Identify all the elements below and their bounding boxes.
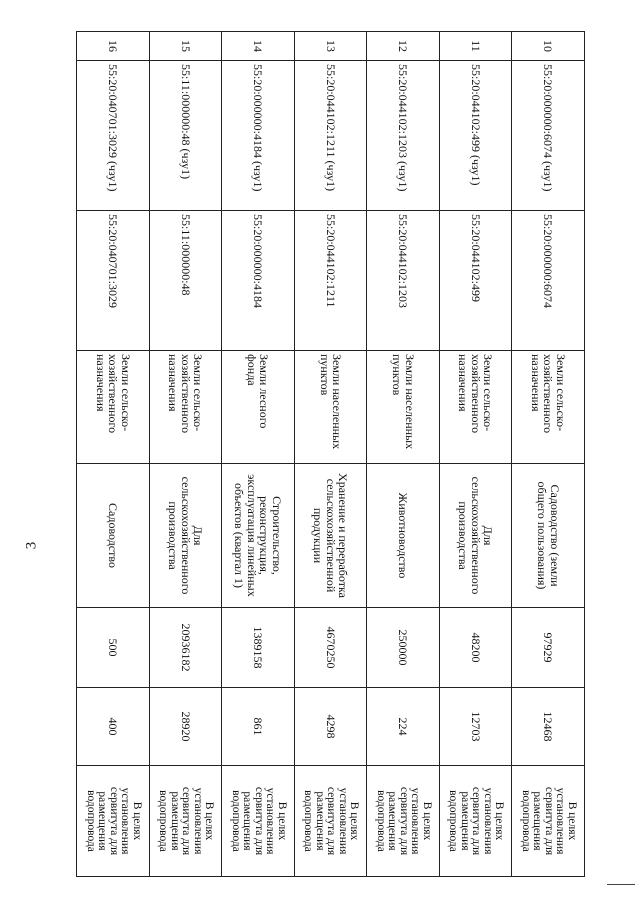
table-row bbox=[367, 32, 440, 877]
cadastral-number-cell: 55:20:000000:4184 bbox=[222, 211, 295, 351]
land-category-cell: Земли сельско-хозяйственного назначения bbox=[149, 351, 222, 464]
purpose-cell: В целях установления сервитута для размещения водопровода bbox=[439, 766, 512, 877]
part-area-cell: 861 bbox=[222, 688, 295, 766]
land-category-cell: Земли сельско-хозяйственного назначения bbox=[512, 351, 585, 464]
plot-area-cell: 97929 bbox=[512, 608, 585, 688]
row-number-cell: 13 bbox=[294, 32, 367, 61]
cadastral-number-cell: 55:20:044102:1203 bbox=[367, 211, 440, 351]
cadastral-number-cell: 55:20:044102:1211 bbox=[294, 211, 367, 351]
plot-area-cell: 250000 bbox=[367, 608, 440, 688]
part-area-cell: 224 bbox=[367, 688, 440, 766]
permitted-use-cell: Животноводство bbox=[367, 464, 440, 608]
land-category-cell: Земли сельско-хозяйственного назначения bbox=[77, 351, 150, 464]
part-area-cell: 400 bbox=[77, 688, 150, 766]
plot-area-cell: 20936182 bbox=[149, 608, 222, 688]
table-row bbox=[439, 32, 512, 877]
permitted-use-cell: Строительство, реконструкция, эксплуатация линейных объектов (квартал 1) bbox=[222, 464, 295, 608]
part-area-cell: 28920 bbox=[149, 688, 222, 766]
land-category-cell: Земли населенных пунктов bbox=[294, 351, 367, 464]
purpose-cell: В целях установления сервитута для размещения водопровода bbox=[294, 766, 367, 877]
purpose-cell: В целях установления сервитута для размещения водопровода bbox=[77, 766, 150, 877]
part-area-cell: 4298 bbox=[294, 688, 367, 766]
row-number-cell: 14 bbox=[222, 32, 295, 61]
permitted-use-cell: Хранение и переработка сельскохозяйственной продукции bbox=[294, 464, 367, 608]
purpose-cell: В целях установления сервитута для размещения водопровода bbox=[149, 766, 222, 877]
row-number-cell: 11 bbox=[439, 32, 512, 61]
permitted-use-cell: Для сельскохозяйственного производства bbox=[149, 464, 222, 608]
table-row bbox=[294, 32, 367, 877]
permitted-use-cell: Для сельскохозяйственного производства bbox=[439, 464, 512, 608]
cadastral-number-cell: 55:20:044102:499 bbox=[439, 211, 512, 351]
plot-area-cell: 4670250 bbox=[294, 608, 367, 688]
table-row bbox=[149, 32, 222, 877]
purpose-cell: В целях установления сервитута для размещения водопровода bbox=[222, 766, 295, 877]
zone-designation-cell: 55:20:000000:6074 (чзу1) bbox=[512, 61, 585, 211]
table-body bbox=[77, 32, 585, 877]
zone-designation-cell: 55:20:044102:499 (чзу1) bbox=[439, 61, 512, 211]
cadastral-number-cell: 55:20:040701:3029 bbox=[77, 211, 150, 351]
zone-designation-cell: 55:20:000000:4184 (чзу1) bbox=[222, 61, 295, 211]
permitted-use-cell: Садоводство bbox=[77, 464, 150, 608]
row-number-cell: 12 bbox=[367, 32, 440, 61]
footer-line bbox=[607, 884, 635, 885]
table-row bbox=[222, 32, 295, 877]
plot-area-cell: 48200 bbox=[439, 608, 512, 688]
rotated-table-container bbox=[77, 31, 585, 876]
land-category-cell: Земли лесного фонда bbox=[222, 351, 295, 464]
page-number: 3 bbox=[23, 541, 40, 550]
row-number-cell: 15 bbox=[149, 32, 222, 61]
zone-designation-cell: 55:20:044102:1211 (чзу1) bbox=[294, 61, 367, 211]
land-plots-table bbox=[76, 31, 585, 877]
table-row bbox=[77, 32, 150, 877]
purpose-cell: В целях установления сервитута для размещения водопровода bbox=[367, 766, 440, 877]
part-area-cell: 12703 bbox=[439, 688, 512, 766]
land-category-cell: Земли сельско-хозяйственного назначения bbox=[439, 351, 512, 464]
part-area-cell: 12468 bbox=[512, 688, 585, 766]
table-row bbox=[512, 32, 585, 877]
cadastral-number-cell: 55:20:000000:6074 bbox=[512, 211, 585, 351]
zone-designation-cell: 55:11:000000:48 (чзу1) bbox=[149, 61, 222, 211]
purpose-cell: В целях установления сервитута для размещения водопровода bbox=[512, 766, 585, 877]
row-number-cell: 16 bbox=[77, 32, 150, 61]
plot-area-cell: 1389158 bbox=[222, 608, 295, 688]
zone-designation-cell: 55:20:040701:3029 (чзу1) bbox=[77, 61, 150, 211]
cadastral-number-cell: 55:11:000000:48 bbox=[149, 211, 222, 351]
row-number-cell: 10 bbox=[512, 32, 585, 61]
permitted-use-cell: Садоводство (земли общего пользования) bbox=[512, 464, 585, 608]
land-category-cell: Земли населенных пунктов bbox=[367, 351, 440, 464]
plot-area-cell: 500 bbox=[77, 608, 150, 688]
zone-designation-cell: 55:20:044102:1203 (чзу1) bbox=[367, 61, 440, 211]
